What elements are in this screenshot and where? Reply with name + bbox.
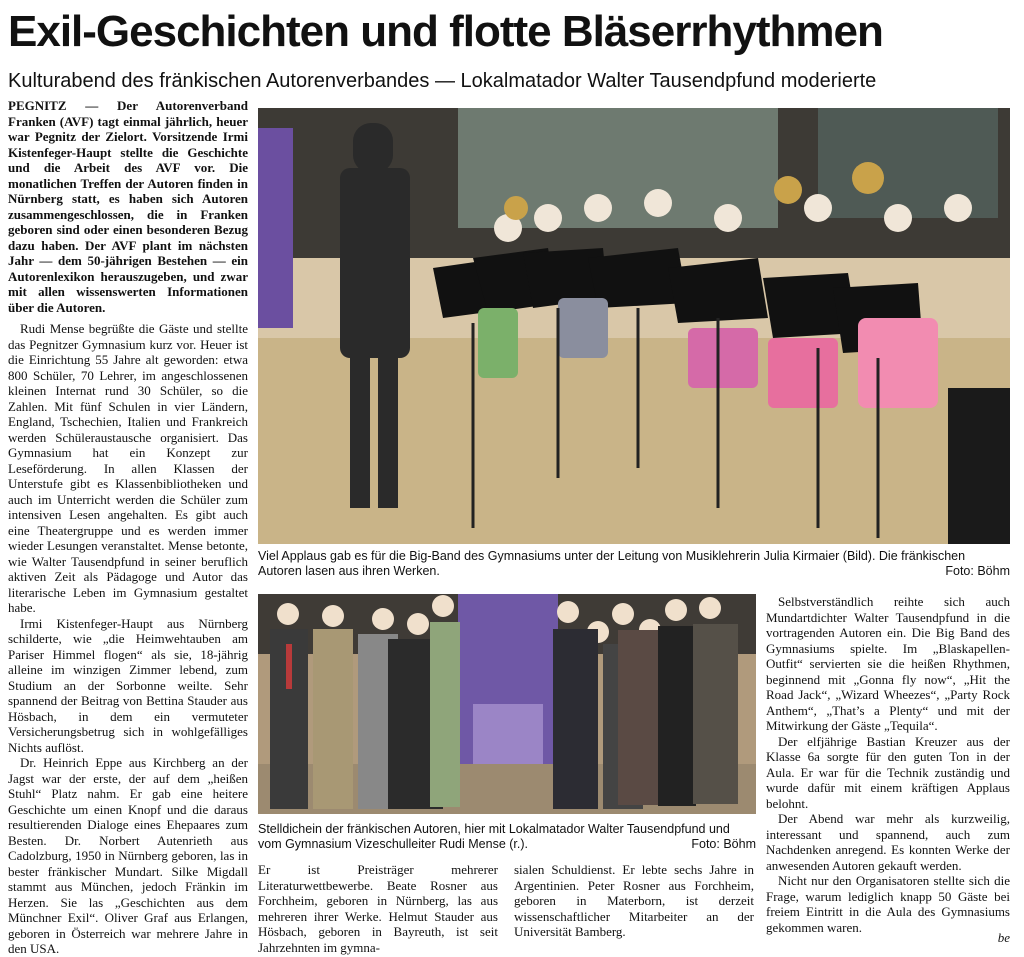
bigband-photo-caption xyxy=(258,549,1010,579)
photo-credit: Foto: Böhm xyxy=(691,837,756,851)
photo-credit: Foto: Böhm xyxy=(945,564,1010,578)
headline: Exil-Geschichten und flotte Bläserrhythmen xyxy=(8,7,883,56)
body-paragraph: Nicht nur den Organisatoren stellte sich die Frage, warum lediglich knapp 50 Gäste bei freiem Eintritt in die Aula des Gymnasiums gekommen waren. xyxy=(766,873,1010,935)
body-paragraph: Selbstverständlich reihte sich auch Mundartdichter Walter Tausendpfund in die vortragenden Autoren ein. Die Big Band des Gymnasiums spielte. Im „Blaskapellen-Outfit“ servierten sie die heißen Rhythmen, beginnend mit „Gonna fly now“, „Hit the Road Jack“, „Wizard Wheezes“, „Party Rock Anthem“, „That’s a Plenty“ und mit der Mitwirkung der Gäste „Tequila“. xyxy=(766,594,1010,733)
subheadline: Kulturabend des fränkischen Autorenverbandes — Lokalmatador Walter Tausendpfund moderierte xyxy=(8,70,877,92)
body-paragraph: Dr. Heinrich Eppe aus Kirchberg an der Jagst war der erste, der auf dem „heißen Stuhl“ Platz nahm. Er gab eine heitere Geschichte um einen Knopf und die daraus resultierenden Dialoge eines Ehepaares zum Besten. Dr. Norbert Autenrieth aus Cadolzburg, 1950 in Nürnberg geboren, las in bester fränkischer Mundart. Silke Migdall stammt aus München, jedoch Fränkin im Herzen. Sie las „Geschichten aus dem Münchner Exil“. Oliver Graf aus Erlangen, geboren in Österreich war mehrere Jahre in den USA. xyxy=(8,755,248,956)
body-paragraph: Er ist Preisträger mehrerer Literaturwettbewerbe. Beate Rosner aus Forchheim, geboren in Nürnberg, las aus mehreren ihrer Werke. Helmut Stauder aus Hösbach, geboren in Bayreuth, ist seit Jahrzehnten im gymna- xyxy=(258,862,498,955)
body-paragraph: Der Abend war mehr als kurzweilig, interessant und spannend, auch zum Nachdenken anregend. Es konnten Werke der anwesenden Autoren gekauft werden. xyxy=(766,811,1010,873)
authors-group-photo xyxy=(258,594,756,814)
article-column-3 xyxy=(766,594,1010,935)
lead-paragraph: PEGNITZ — Der Autorenverband Franken (AVF) tagt einmal jährlich, heuer war Pegnitz der Zielort. Vorsitzende Irmi Kistenfeger-Haupt stellte die Geschichte und die Arbeit des AVF vor. Die monatlichen Treffen der Autoren finden in Nürnberg statt, es haben sich Autoren zusammengeschlossen, die in Franken geboren sind oder einen besonderen Bezug dazu haben. Der AVF plant im nächsten Jahr — dem 50-jährigen Bestehen — ein Autorenlexikon herauszugeben, und zwar mit allen wissenswerten Informationen über die Autoren. xyxy=(8,98,248,315)
author-signoff: be xyxy=(997,930,1010,945)
article-column-1 xyxy=(8,98,248,957)
article-column-2a xyxy=(258,862,498,955)
caption-text: Viel Applaus gab es für die Big-Band des Gymnasiums unter der Leitung von Musiklehrerin Julia Kirmaier (Bild). Die fränkischen Autoren lasen aus ihren Werken. xyxy=(258,549,966,578)
body-paragraph: sialen Schuldienst. Er lebte sechs Jahre in Argentinien. Peter Rosner aus Forchheim, geboren in Materborn, ist derzeit wissenschaftlicher Mitarbeiter an der Universität Bamberg. xyxy=(514,862,754,939)
group-photo-caption xyxy=(258,822,756,852)
bigband-photo xyxy=(258,108,1010,544)
body-paragraph: Der elfjährige Bastian Kreuzer aus der Klasse 6a sorgte für den guten Ton in der Aula. Er war für die Technik zuständig und wurde dafür mit einem kräftigen Applaus belohnt. xyxy=(766,733,1010,811)
body-paragraph: Irmi Kistenfeger-Haupt aus Nürnberg schilderte, wie „die Heimwehtauben am Pariser Himmel flogen“ als sie, 18-jährig alleine im winzigen Zimmer lebend, zum Studium an der Sorbonne weilte. Sehr spannend der Beitrag von Bettina Stauder aus Hösbach, in dem ein vermuteter Versicherungsbetrug sich in wohlgefälliges Nichts auflöst. xyxy=(8,615,248,755)
article-column-2b xyxy=(514,862,754,940)
caption-text: Stelldichein der fränkischen Autoren, hier mit Lokalmatador Walter Tausendpfund und vom Gymnasium Vizeschulleiter Rudi Mense (r.). xyxy=(258,822,730,851)
body-paragraph: Rudi Mense begrüßte die Gäste und stellte das Pegnitzer Gymnasium kurz vor. Heuer ist die Einrichtung 55 Jahre alt geworden: etwa 800 Schüler, 70 Lehrer, im angeschlossenen kleinen Internat rund 30 Schüler, so die Zahlen. Mit fünf Schulen in vier Ländern, England, Tschechien, Italien und Frankreich werden Schüleraustausche organisiert. Das Gymnasium hat ein Konzept zur Leseförderung. In allen Klassen der Unterstufe gibt es Klassenbibliotheken und auch im Unterricht werden die Schüler zum intensiven Lesen angehalten. Es gibt auch eine Theatergruppe und es werden immer wieder Lesungen veranstaltet. Mense betonte, wie Walter Tausendpfund in seiner beruflich aktiven Zeit als Pädagoge und Autor das literarische Leben im Gymnasium gestaltet habe. xyxy=(8,321,248,615)
